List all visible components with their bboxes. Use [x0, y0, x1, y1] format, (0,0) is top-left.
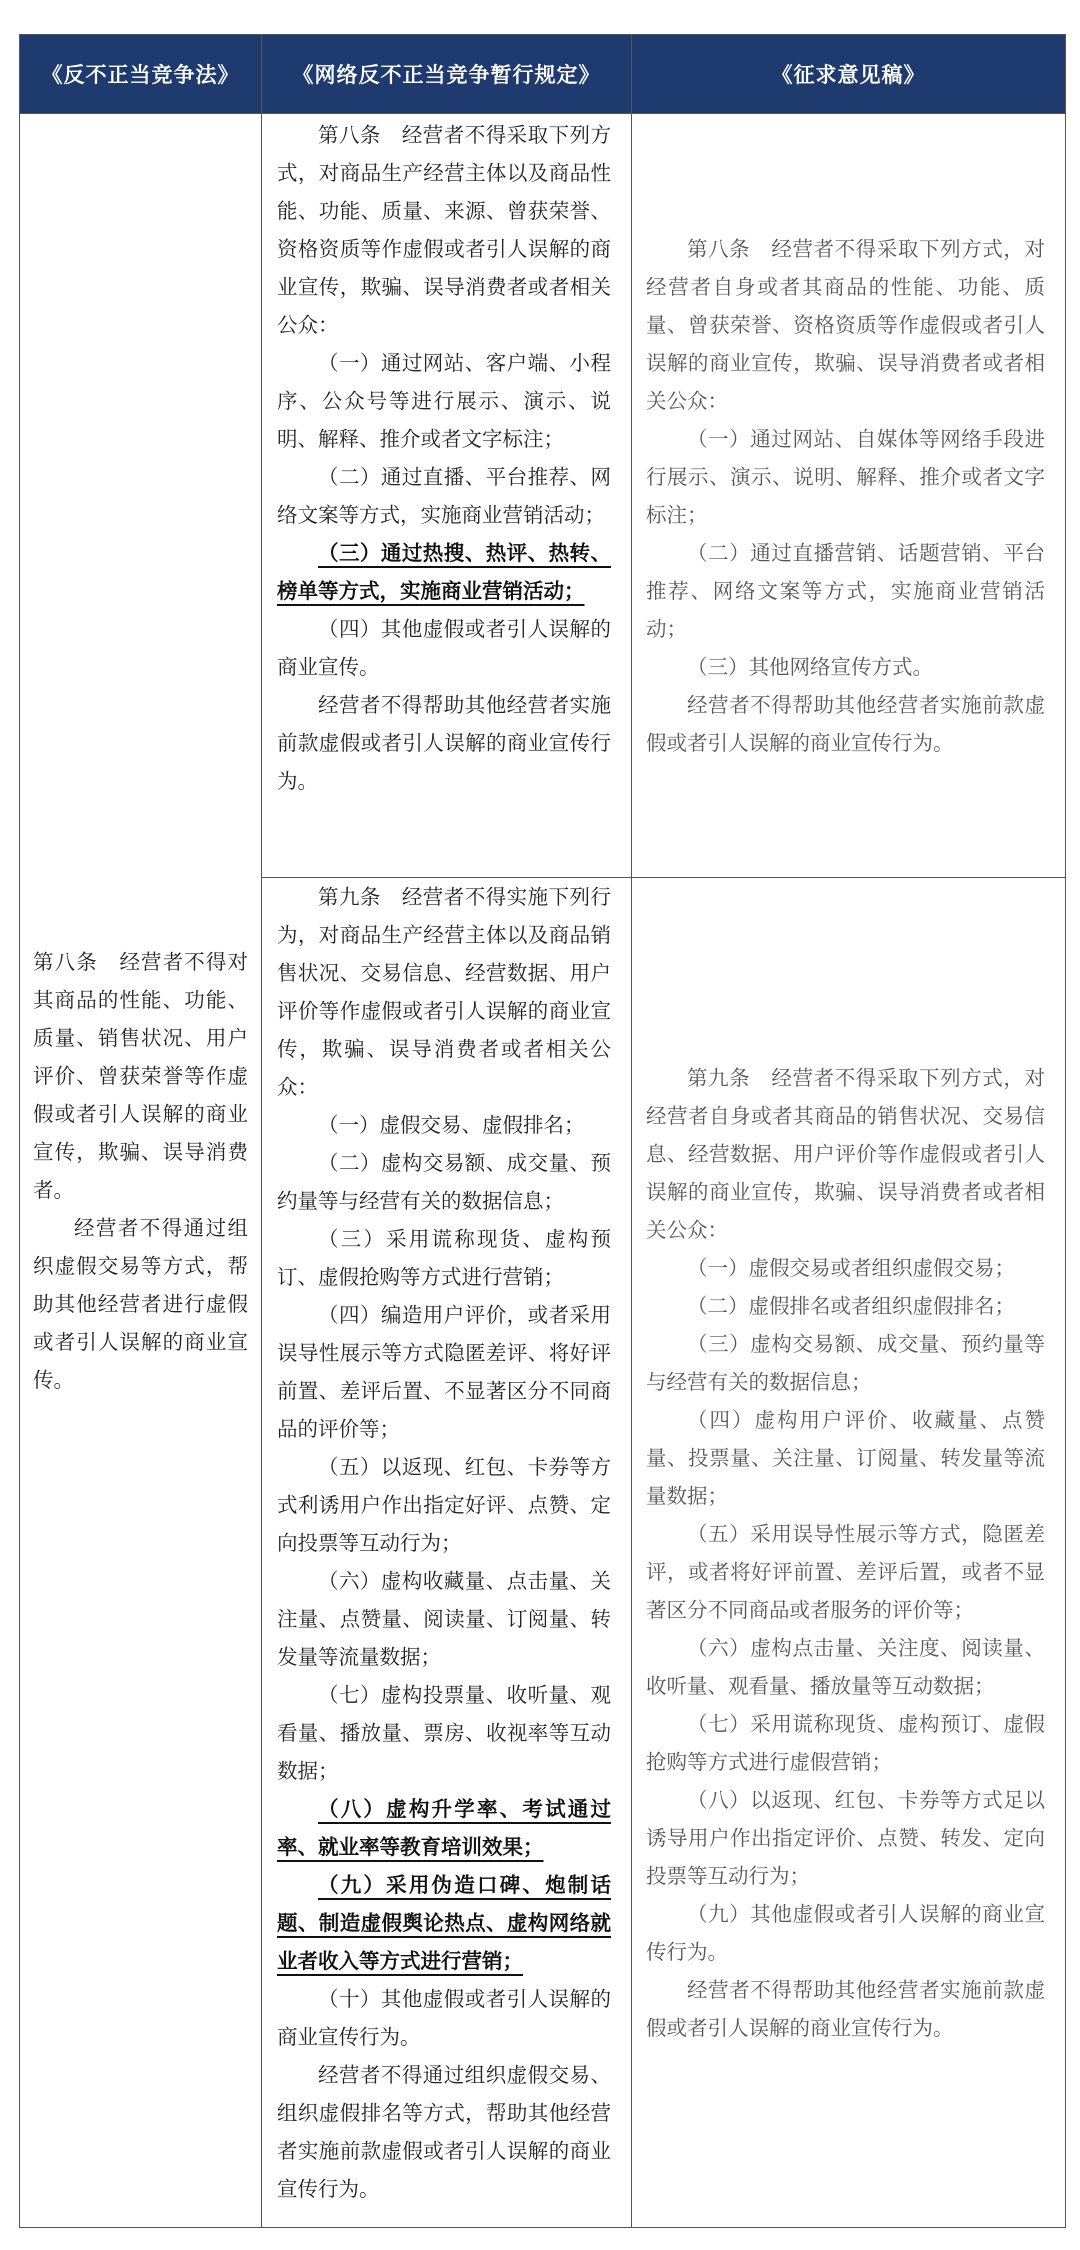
interim-article-9-para-8: （七）虚构投票量、收听量、观看量、播放量、票房、收视率等互动数据；: [277, 1683, 611, 1783]
draft-article-8-para-4: （三）其他网络宣传方式。: [687, 654, 933, 679]
draft-article-9-cell: [632, 878, 1066, 2228]
draft-article-8-text: [646, 230, 1045, 762]
interim-article-9-para-5: （四）编造用户评价，或者采用误导性展示等方式隐匿差评、将好评前置、差评后置、不显著区分不同商品的评价等；: [277, 1303, 611, 1441]
draft-article-9-para-4: （三）虚构交易额、成交量、预约量等与经营有关的数据信息；: [646, 1331, 1045, 1394]
draft-article-9-para-3: （二）虚假排名或者组织虚假排名；: [687, 1293, 1015, 1318]
interim-article-8-cell: [262, 114, 632, 878]
interim-article-9-para-3: （二）虚构交易额、成交量、预约量等与经营有关的数据信息；: [277, 1151, 611, 1213]
draft-article-9-para-1: 第九条 经营者不得采取下列方式，对经营者自身或者其商品的销售状况、交易信息、经营数据、用户评价等作虚假或者引人误解的商业宣传，欺骗、误导消费者或者相关公众：: [646, 1065, 1045, 1242]
interim-article-8-para-5: （四）其他虚假或者引人误解的商业宣传。: [277, 617, 611, 679]
draft-article-9-para-8: （七）采用谎称现货、虚构预订、虚假抢购等方式进行虚假营销；: [646, 1711, 1045, 1774]
interim-article-8-para-3: （二）通过直播、平台推荐、网络文案等方式，实施商业营销活动；: [277, 465, 611, 527]
draft-article-9-para-7: （六）虚构点击量、关注度、阅读量、收听量、观看量、播放量等互动数据；: [646, 1635, 1045, 1698]
header-law: 《反不正当竞争法》: [20, 35, 262, 114]
interim-article-9-para-2: （一）虚假交易、虚假排名；: [318, 1113, 585, 1137]
law-article-8-para-2: 经营者不得通过组织虚假交易等方式，帮助其他经营者进行虚假或者引人误解的商业宣传。: [33, 1215, 248, 1392]
draft-article-9-para-9: （八）以返现、红包、卡券等方式足以诱导用户作出指定评价、点赞、转发、定向投票等互动行为；: [646, 1787, 1045, 1888]
draft-article-8-para-1: 第八条 经营者不得采取下列方式，对经营者自身或者其商品的性能、功能、质量、曾获荣誉、资格资质等作虚假或者引人误解的商业宣传，欺骗、误导消费者或者相关公众：: [646, 236, 1045, 413]
header-draft: 《征求意见稿》: [632, 35, 1066, 114]
draft-article-8-para-5: 经营者不得帮助其他经营者实施前款虚假或者引人误解的商业宣传行为。: [646, 692, 1045, 755]
interim-article-9-para-9: （八）虚构升学率、考试通过率、就业率等教育培训效果；: [277, 1797, 611, 1859]
row-article-8: [20, 114, 1066, 878]
interim-article-9-para-11: （十）其他虚假或者引人误解的商业宣传行为。: [277, 1987, 611, 2049]
law-article-8-cell: [20, 114, 262, 2228]
interim-article-9-cell: [262, 878, 632, 2228]
interim-article-9-para-6: （五）以返现、红包、卡券等方式利诱用户作出指定好评、点赞、定向投票等互动行为；: [277, 1455, 611, 1555]
interim-article-9-para-7: （六）虚构收藏量、点击量、关注量、点赞量、阅读量、订阅量、转发量等流量数据；: [277, 1569, 611, 1669]
interim-article-8-para-1: 第八条 经营者不得采取下列方式，对商品生产经营主体以及商品性能、功能、质量、来源、曾获荣誉、资格资质等作虚假或者引人误解的商业宣传，欺骗、误导消费者或者相关公众：: [277, 123, 611, 337]
interim-article-8-para-6: 经营者不得帮助其他经营者实施前款虚假或者引人误解的商业宣传行为。: [277, 693, 611, 793]
interim-article-8-para-4: （三）通过热搜、热评、热转、榜单等方式，实施商业营销活动；: [277, 541, 611, 603]
comparison-table: [19, 34, 1066, 2228]
header-row: [20, 35, 1066, 114]
draft-article-8-para-2: （一）通过网站、自媒体等网络手段进行展示、演示、说明、解释、推介或者文字标注；: [646, 426, 1045, 527]
draft-article-9-para-11: 经营者不得帮助其他经营者实施前款虚假或者引人误解的商业宣传行为。: [646, 1977, 1045, 2040]
draft-article-8-para-3: （二）通过直播营销、话题营销、平台推荐、网络文案等方式，实施商业营销活动；: [646, 540, 1045, 641]
draft-article-8-cell: [632, 114, 1066, 878]
interim-article-9-text: [277, 878, 611, 2208]
law-article-8-para-1: 第八条 经营者不得对其商品的性能、功能、质量、销售状况、用户评价、曾获荣誉等作虚假或者引人误解的商业宣传，欺骗、误导消费者。: [33, 949, 248, 1202]
interim-article-9-para-4: （三）采用谎称现货、虚构预订、虚假抢购等方式进行营销；: [277, 1227, 611, 1289]
draft-article-9-para-5: （四）虚构用户评价、收藏量、点赞量、投票量、关注量、订阅量、转发量等流量数据；: [646, 1407, 1045, 1508]
draft-article-9-para-10: （九）其他虚假或者引人误解的商业宣传行为。: [646, 1901, 1045, 1964]
draft-article-9-para-2: （一）虚假交易或者组织虚假交易；: [687, 1255, 1015, 1280]
interim-article-8-text: [277, 116, 611, 800]
draft-article-9-para-6: （五）采用误导性展示等方式，隐匿差评，或者将好评前置、差评后置，或者不显著区分不同商品或者服务的评价等；: [646, 1521, 1045, 1622]
interim-article-9-para-10: （九）采用伪造口碑、炮制话题、制造虚假舆论热点、虚构网络就业者收入等方式进行营销；: [277, 1873, 611, 1973]
interim-article-9-para-1: 第九条 经营者不得实施下列行为，对商品生产经营主体以及商品销售状况、交易信息、经营数据、用户评价等作虚假或者引人误解的商业宣传，欺骗、误导消费者或者相关公众：: [277, 885, 611, 1099]
law-article-8-text: [33, 943, 248, 1399]
interim-article-9-para-12: 经营者不得通过组织虚假交易、组织虚假排名等方式，帮助其他经营者实施前款虚假或者引人误解的商业宣传行为。: [277, 2063, 611, 2201]
header-interim-rules: 《网络反不正当竞争暂行规定》: [262, 35, 632, 114]
draft-article-9-text: [646, 1059, 1045, 2047]
comparison-table-wrapper: [19, 34, 1065, 2228]
interim-article-8-para-2: （一）通过网站、客户端、小程序、公众号等进行展示、演示、说明、解释、推介或者文字标注；: [277, 351, 611, 451]
